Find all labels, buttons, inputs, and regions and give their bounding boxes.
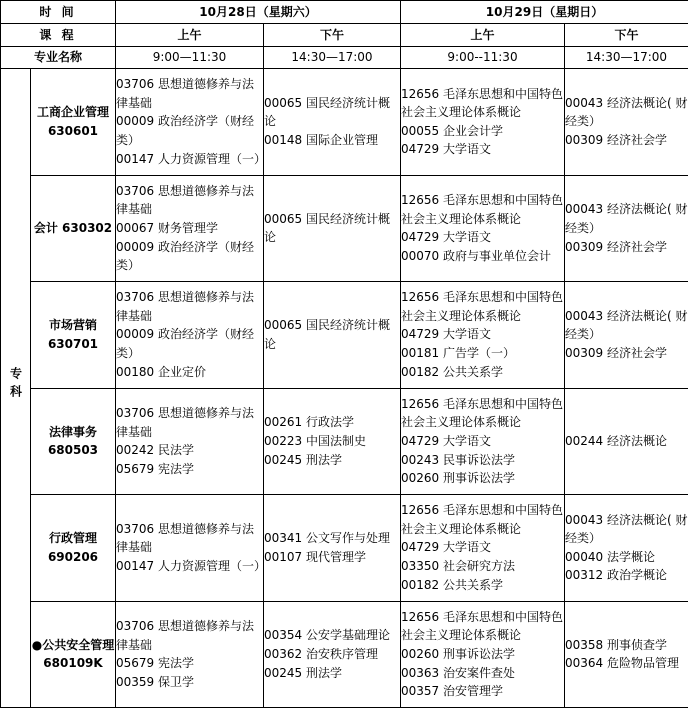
course-item: 00182 公共关系学 xyxy=(401,577,503,592)
header-time-d2am: 9:00--11:30 xyxy=(401,47,565,69)
courses-day1-pm xyxy=(264,69,401,176)
courses-day1-am xyxy=(116,495,264,602)
course-item: 00067 财务管理学 xyxy=(116,220,218,235)
course-item: 03706 思想道德修养与法律基础 xyxy=(116,77,254,110)
course-item: 00364 危险物品管理 xyxy=(565,656,679,671)
header-row-session xyxy=(1,24,688,47)
header-major-label: 专业名称 xyxy=(1,47,116,69)
course-item: 00009 政治经济学（财经类） xyxy=(116,114,254,148)
courses-day2-pm xyxy=(565,388,688,495)
course-item: 00243 民事诉讼法学 xyxy=(401,452,515,467)
course-item: 00245 刑法学 xyxy=(264,665,342,680)
course-item: 00043 经济法概论( 财经类） xyxy=(565,95,688,129)
course-item: 00261 行政法学 xyxy=(264,415,354,430)
courses-day1-pm xyxy=(264,388,401,495)
course-item: 00358 刑事侦查学 xyxy=(565,637,667,652)
course-item: 03706 思想道德修养与法律基础 xyxy=(116,406,254,439)
courses-day2-pm xyxy=(565,69,688,176)
courses-day1-pm xyxy=(264,601,401,708)
courses-day1-am xyxy=(116,69,264,176)
major-name: 市场营销 630701 xyxy=(31,282,116,389)
course-item: 12656 毛泽东思想和中国特色社会主义理论体系概论 xyxy=(401,609,563,643)
course-item: 03706 思想道德修养与法律基础 xyxy=(116,619,254,652)
course-item: 05679 宪法学 xyxy=(116,461,194,476)
course-item: 04729 大学语文 xyxy=(401,433,491,448)
courses-day2-pm xyxy=(565,495,688,602)
course-item: 00244 经济法概论 xyxy=(565,433,667,448)
header-time-d1pm: 14:30—17:00 xyxy=(264,47,401,69)
courses-day2-pm xyxy=(565,601,688,708)
course-item: 00309 经济社会学 xyxy=(565,346,667,361)
header-session-d1pm: 下午 xyxy=(264,24,401,47)
header-session-d2am: 上午 xyxy=(401,24,565,47)
major-name: 工商企业管理 630601 xyxy=(31,69,116,176)
courses-day2-am xyxy=(401,601,565,708)
course-item: 00245 刑法学 xyxy=(264,452,342,467)
courses-day2-am xyxy=(401,69,565,176)
course-item: 00043 经济法概论( 财经类） xyxy=(565,202,688,235)
courses-day2-am xyxy=(401,175,565,282)
table-row xyxy=(1,601,688,708)
course-item: 00363 治安案件查处 xyxy=(401,665,515,680)
courses-day1-am xyxy=(116,388,264,495)
course-item: 00312 政治学概论 xyxy=(565,568,667,583)
courses-day2-am xyxy=(401,388,565,495)
course-item: 00009 政治经济学（财经类） xyxy=(116,239,254,273)
header-row-time xyxy=(1,47,688,69)
course-item: 00040 法学概论 xyxy=(565,549,655,564)
course-item: 03706 思想道德修养与法律基础 xyxy=(116,183,254,217)
table-row xyxy=(1,495,688,602)
header-date-day2: 10月29日（星期日） xyxy=(401,1,688,24)
course-item: 12656 毛泽东思想和中国特色社会主义理论体系概论 xyxy=(401,503,563,536)
course-item: 00181 广告学（一） xyxy=(401,346,515,361)
course-item: 00180 企业定价 xyxy=(116,364,206,379)
courses-day1-pm xyxy=(264,282,401,389)
header-time-d2pm: 14:30—17:00 xyxy=(565,47,688,69)
major-name: 行政管理 690206 xyxy=(31,495,116,602)
course-item: 00242 民法学 xyxy=(116,443,194,458)
course-item: 12656 毛泽东思想和中国特色社会主义理论体系概论 xyxy=(401,290,563,323)
courses-day2-am xyxy=(401,495,565,602)
course-item: 00341 公文写作与处理 xyxy=(264,531,390,546)
course-item: 03706 思想道德修养与法律基础 xyxy=(116,521,254,555)
course-item: 00309 经济社会学 xyxy=(565,133,667,148)
course-item: 00043 经济法概论( 财经类） xyxy=(565,308,688,342)
course-item: 05679 宪法学 xyxy=(116,656,194,671)
course-item: 00147 人力资源管理（一） xyxy=(116,559,266,574)
course-item: 04729 大学语文 xyxy=(401,230,491,245)
course-item: 12656 毛泽东思想和中国特色社会主义理论体系概论 xyxy=(401,193,563,226)
course-item: 00357 治安管理学 xyxy=(401,684,503,699)
course-item: 04729 大学语文 xyxy=(401,327,491,342)
major-name: ●公共安全管理 680109K xyxy=(31,601,116,708)
level-cell xyxy=(1,69,31,708)
header-course-label: 课 程 xyxy=(1,24,116,47)
courses-day1-pm xyxy=(264,175,401,282)
level-label: 专科 xyxy=(8,367,23,404)
header-time-d1am: 9:00—11:30 xyxy=(116,47,264,69)
courses-day2-pm xyxy=(565,175,688,282)
header-date-day1: 10月28日（星期六） xyxy=(116,1,401,24)
course-item: 00065 国民经济统计概论 xyxy=(264,318,390,351)
header-time-label: 时 间 xyxy=(1,1,116,24)
major-name: 会计 630302 xyxy=(31,175,116,282)
table-row xyxy=(1,69,688,176)
courses-day1-am xyxy=(116,601,264,708)
table-row xyxy=(1,282,688,389)
course-item: 00065 国民经济统计概论 xyxy=(264,95,390,129)
course-item: 00223 中国法制史 xyxy=(264,433,366,448)
header-row-date xyxy=(1,1,688,24)
course-item: 00354 公安学基础理论 xyxy=(264,628,390,643)
course-item: 00009 政治经济学（财经类） xyxy=(116,327,254,361)
course-item: 00260 刑事诉讼法学 xyxy=(401,646,515,661)
course-item: 00260 刑事诉讼法学 xyxy=(401,471,515,486)
major-name: 法律事务 680503 xyxy=(31,388,116,495)
course-item: 00070 政府与事业单位会计 xyxy=(401,248,551,263)
course-item: 12656 毛泽东思想和中国特色社会主义理论体系概论 xyxy=(401,396,563,430)
courses-day1-am xyxy=(116,282,264,389)
course-item: 04729 大学语文 xyxy=(401,142,491,157)
courses-day1-pm xyxy=(264,495,401,602)
table-row xyxy=(1,388,688,495)
courses-day1-am xyxy=(116,175,264,282)
header-session-d1am: 上午 xyxy=(116,24,264,47)
courses-day2-am xyxy=(401,282,565,389)
course-item: 00055 企业会计学 xyxy=(401,123,503,138)
table-row xyxy=(1,175,688,282)
course-item: 00147 人力资源管理（一） xyxy=(116,151,266,166)
header-session-d2pm: 下午 xyxy=(565,24,688,47)
course-item: 03350 社会研究方法 xyxy=(401,559,515,574)
course-item: 00182 公共关系学 xyxy=(401,364,503,379)
course-item: 00148 国际企业管理 xyxy=(264,133,378,148)
course-item: 04729 大学语文 xyxy=(401,540,491,555)
course-item: 00107 现代管理学 xyxy=(264,549,366,564)
course-item: 00309 经济社会学 xyxy=(565,239,667,254)
course-item: 00362 治安秩序管理 xyxy=(264,646,378,661)
course-item: 00065 国民经济统计概论 xyxy=(264,211,390,245)
courses-day2-pm xyxy=(565,282,688,389)
course-item: 03706 思想道德修养与法律基础 xyxy=(116,290,254,323)
course-item: 00043 经济法概论( 财经类） xyxy=(565,512,688,546)
course-item: 12656 毛泽东思想和中国特色社会主义理论体系概论 xyxy=(401,86,563,120)
course-item: 00359 保卫学 xyxy=(116,674,194,689)
